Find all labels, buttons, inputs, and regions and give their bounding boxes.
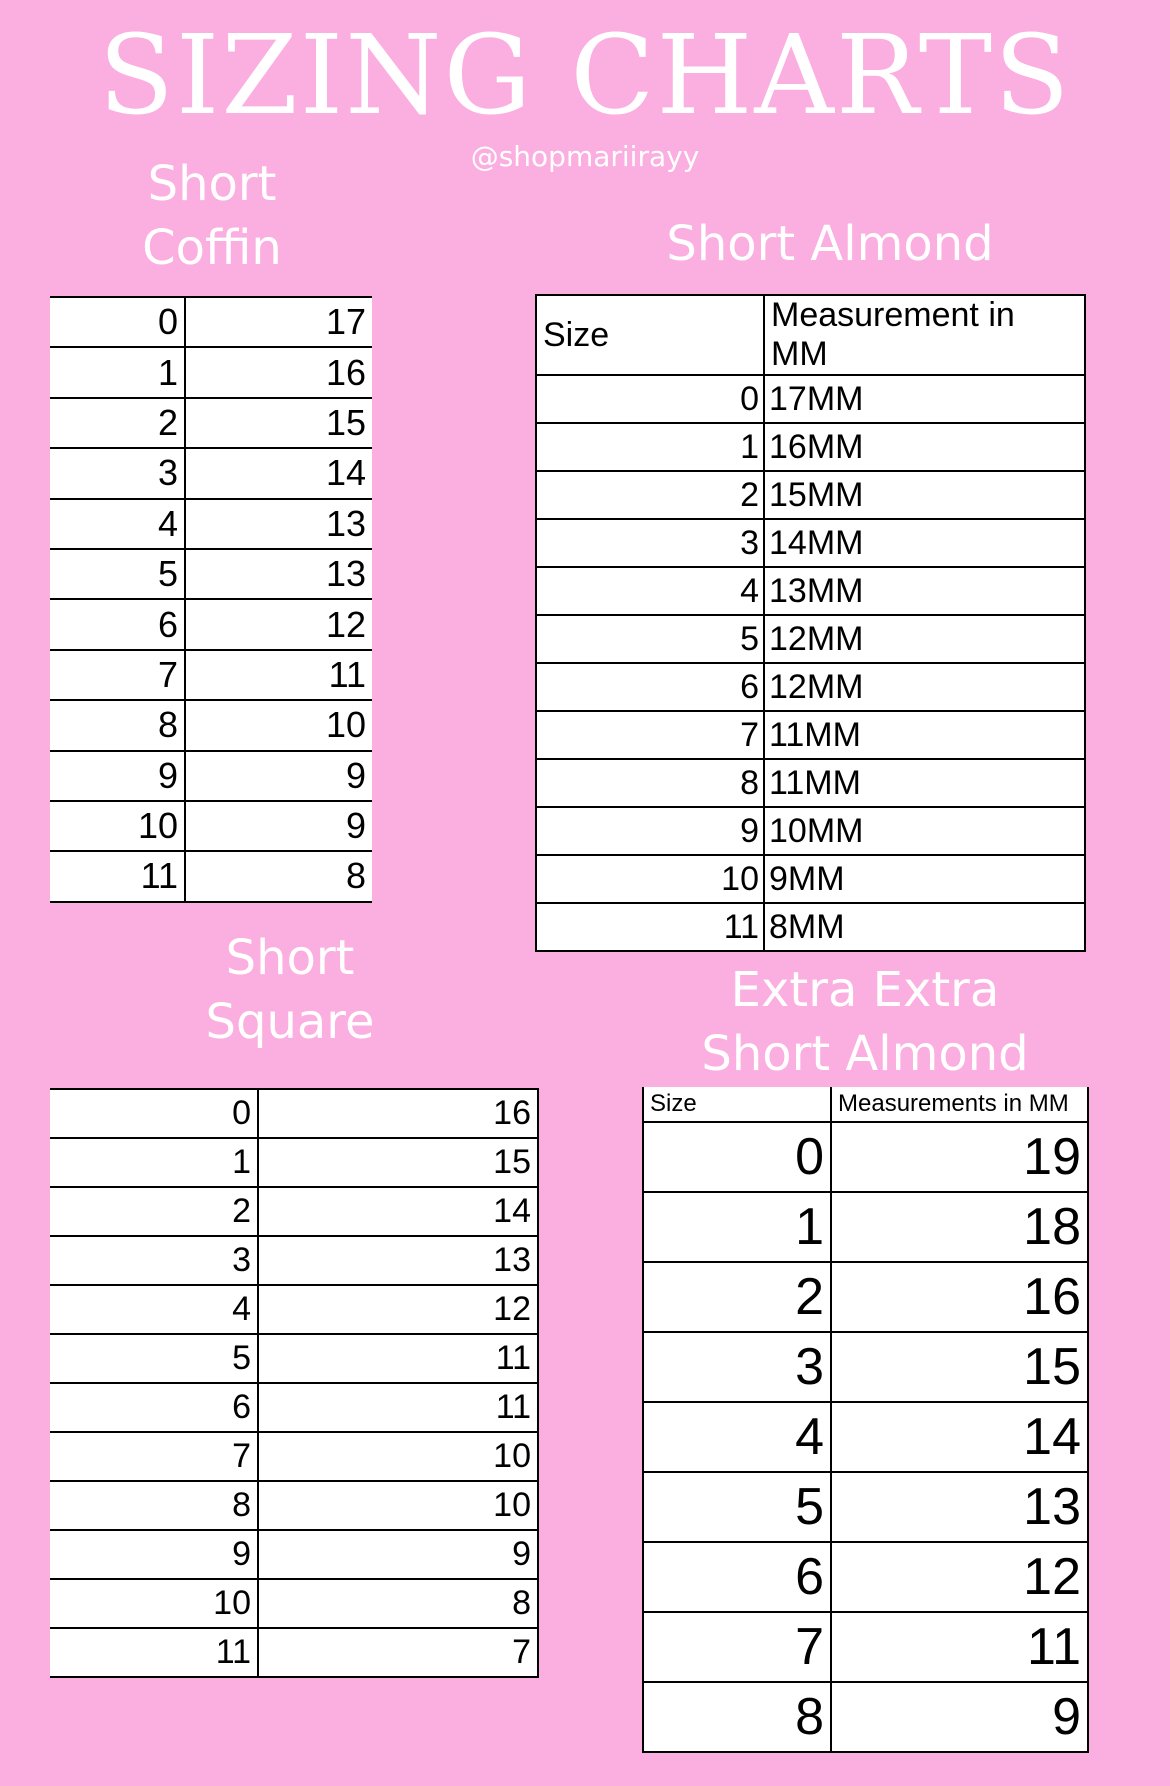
short-coffin-label: [112, 152, 312, 280]
table-row: [536, 855, 1085, 903]
table-row: [50, 1334, 538, 1383]
table-row: [50, 1530, 538, 1579]
measurement-cell: 11: [831, 1612, 1088, 1682]
measurement-cell: 18: [831, 1192, 1088, 1262]
measurement-cell: 9: [258, 1530, 538, 1579]
measurement-cell: 11: [258, 1334, 538, 1383]
size-cell: 7: [536, 711, 764, 759]
size-cell: 3: [50, 448, 185, 498]
measurement-cell: 14: [831, 1402, 1088, 1472]
column-header-size: Size: [536, 295, 764, 375]
measurement-cell: 11: [185, 650, 372, 700]
measurement-cell: 16: [185, 347, 372, 397]
measurement-cell: 12: [185, 599, 372, 649]
measurement-cell: 10MM: [764, 807, 1085, 855]
size-cell: 4: [643, 1402, 831, 1472]
measurement-cell: 12MM: [764, 663, 1085, 711]
measurement-cell: 10: [258, 1432, 538, 1481]
table-row: [536, 567, 1085, 615]
size-cell: 6: [643, 1542, 831, 1612]
column-header-size: Size: [643, 1087, 831, 1122]
short-coffin-label-line1: Short: [147, 156, 277, 212]
column-header-measurement: Measurements in MM: [831, 1087, 1088, 1122]
size-cell: 6: [536, 663, 764, 711]
table-row: [643, 1402, 1088, 1472]
size-cell: 1: [50, 1138, 258, 1187]
size-cell: 2: [50, 398, 185, 448]
table-row: [643, 1262, 1088, 1332]
measurement-cell: 13MM: [764, 567, 1085, 615]
size-cell: 9: [50, 751, 185, 801]
measurement-cell: 11MM: [764, 759, 1085, 807]
table-row: [643, 1542, 1088, 1612]
measurement-cell: 9: [185, 801, 372, 851]
size-cell: 4: [50, 499, 185, 549]
table-row: [643, 1122, 1088, 1192]
measurement-cell: 13: [831, 1472, 1088, 1542]
short-coffin-label-line2: Coffin: [142, 220, 282, 276]
table-row: [536, 423, 1085, 471]
size-cell: 11: [50, 1628, 258, 1677]
size-cell: 3: [50, 1236, 258, 1285]
measurement-cell: 10: [258, 1481, 538, 1530]
shop-handle: @shopmariirayy: [470, 140, 700, 173]
size-cell: 1: [643, 1192, 831, 1262]
measurement-cell: 17: [185, 297, 372, 347]
measurement-cell: 15MM: [764, 471, 1085, 519]
measurement-cell: 13: [185, 499, 372, 549]
table-row: [536, 807, 1085, 855]
page-title: SIZING CHARTS: [98, 11, 1072, 139]
short-square-label-line1: Short: [225, 930, 355, 986]
table-row: [643, 1682, 1088, 1752]
measurement-cell: 15: [258, 1138, 538, 1187]
table-row: [536, 711, 1085, 759]
table-row: [50, 1089, 538, 1138]
table-row: [50, 549, 372, 599]
size-cell: 4: [50, 1285, 258, 1334]
size-cell: 2: [643, 1262, 831, 1332]
measurement-cell: 19: [831, 1122, 1088, 1192]
measurement-cell: 13: [258, 1236, 538, 1285]
measurement-cell: 8MM: [764, 903, 1085, 951]
table-row: [50, 297, 372, 347]
size-cell: 5: [50, 1334, 258, 1383]
table-row: [50, 448, 372, 498]
short-almond-table: [535, 294, 1086, 952]
table-row: [50, 700, 372, 750]
table-row: [536, 663, 1085, 711]
measurement-cell: 7: [258, 1628, 538, 1677]
size-cell: 1: [50, 347, 185, 397]
size-cell: 0: [50, 1089, 258, 1138]
table-row: [50, 801, 372, 851]
size-cell: 3: [536, 519, 764, 567]
size-cell: 7: [50, 650, 185, 700]
xxs-almond-table: [642, 1087, 1089, 1753]
table-row: [50, 1236, 538, 1285]
xxs-almond-label-line1: Extra Extra: [730, 962, 1000, 1018]
measurement-cell: 11: [258, 1383, 538, 1432]
size-cell: 10: [50, 1579, 258, 1628]
size-cell: 5: [643, 1472, 831, 1542]
size-cell: 2: [50, 1187, 258, 1236]
table-row: [50, 1285, 538, 1334]
size-cell: 9: [536, 807, 764, 855]
size-cell: 0: [50, 297, 185, 347]
measurement-cell: 15: [185, 398, 372, 448]
short-almond-label: Short Almond: [666, 216, 994, 272]
size-cell: 10: [50, 801, 185, 851]
measurement-cell: 10: [185, 700, 372, 750]
table-row: [643, 1612, 1088, 1682]
short-square-table: [50, 1088, 539, 1678]
xxs-almond-label-line2: Short Almond: [701, 1026, 1029, 1082]
short-square-label-line2: Square: [205, 994, 375, 1050]
table-row: [50, 1187, 538, 1236]
table-header-row: [643, 1087, 1088, 1122]
measurement-cell: 16: [831, 1262, 1088, 1332]
measurement-cell: 14MM: [764, 519, 1085, 567]
measurement-cell: 9: [185, 751, 372, 801]
size-cell: 8: [643, 1682, 831, 1752]
measurement-cell: 14: [185, 448, 372, 498]
short-square-label: [190, 926, 390, 1054]
table-row: [50, 650, 372, 700]
measurement-cell: 8: [185, 851, 372, 901]
size-cell: 7: [643, 1612, 831, 1682]
size-cell: 5: [536, 615, 764, 663]
size-cell: 3: [643, 1332, 831, 1402]
measurement-cell: 9: [831, 1682, 1088, 1752]
measurement-cell: 11MM: [764, 711, 1085, 759]
measurement-cell: 13: [185, 549, 372, 599]
measurement-cell: 12: [831, 1542, 1088, 1612]
table-row: [536, 519, 1085, 567]
measurement-cell: 16: [258, 1089, 538, 1138]
table-row: [536, 375, 1085, 423]
table-row: [50, 1628, 538, 1677]
size-cell: 7: [50, 1432, 258, 1481]
size-cell: 11: [50, 851, 185, 901]
xxs-almond-label: [665, 958, 1065, 1086]
measurement-cell: 16MM: [764, 423, 1085, 471]
table-row: [50, 751, 372, 801]
table-row: [643, 1192, 1088, 1262]
table-row: [50, 1579, 538, 1628]
table-row: [50, 1383, 538, 1432]
size-cell: 9: [50, 1530, 258, 1579]
table-row: [536, 471, 1085, 519]
size-cell: 6: [50, 599, 185, 649]
measurement-cell: 12: [258, 1285, 538, 1334]
measurement-cell: 9MM: [764, 855, 1085, 903]
size-cell: 0: [643, 1122, 831, 1192]
size-cell: 8: [50, 1481, 258, 1530]
table-row: [643, 1472, 1088, 1542]
measurement-cell: 14: [258, 1187, 538, 1236]
size-cell: 0: [536, 375, 764, 423]
table-row: [50, 1432, 538, 1481]
size-cell: 5: [50, 549, 185, 599]
table-row: [643, 1332, 1088, 1402]
size-cell: 2: [536, 471, 764, 519]
measurement-cell: 8: [258, 1579, 538, 1628]
table-header-row: [536, 295, 1085, 375]
measurement-cell: 15: [831, 1332, 1088, 1402]
size-cell: 8: [536, 759, 764, 807]
size-cell: 8: [50, 700, 185, 750]
table-row: [536, 903, 1085, 951]
short-coffin-table: [50, 296, 372, 903]
table-row: [50, 347, 372, 397]
table-row: [50, 1138, 538, 1187]
size-cell: 10: [536, 855, 764, 903]
table-row: [50, 599, 372, 649]
size-cell: 1: [536, 423, 764, 471]
table-row: [50, 1481, 538, 1530]
size-cell: 4: [536, 567, 764, 615]
table-row: [50, 499, 372, 549]
table-row: [536, 615, 1085, 663]
size-cell: 6: [50, 1383, 258, 1432]
table-row: [50, 398, 372, 448]
size-cell: 11: [536, 903, 764, 951]
measurement-cell: 17MM: [764, 375, 1085, 423]
table-row: [50, 851, 372, 901]
column-header-measurement: Measurement in MM: [764, 295, 1085, 375]
measurement-cell: 12MM: [764, 615, 1085, 663]
table-row: [536, 759, 1085, 807]
